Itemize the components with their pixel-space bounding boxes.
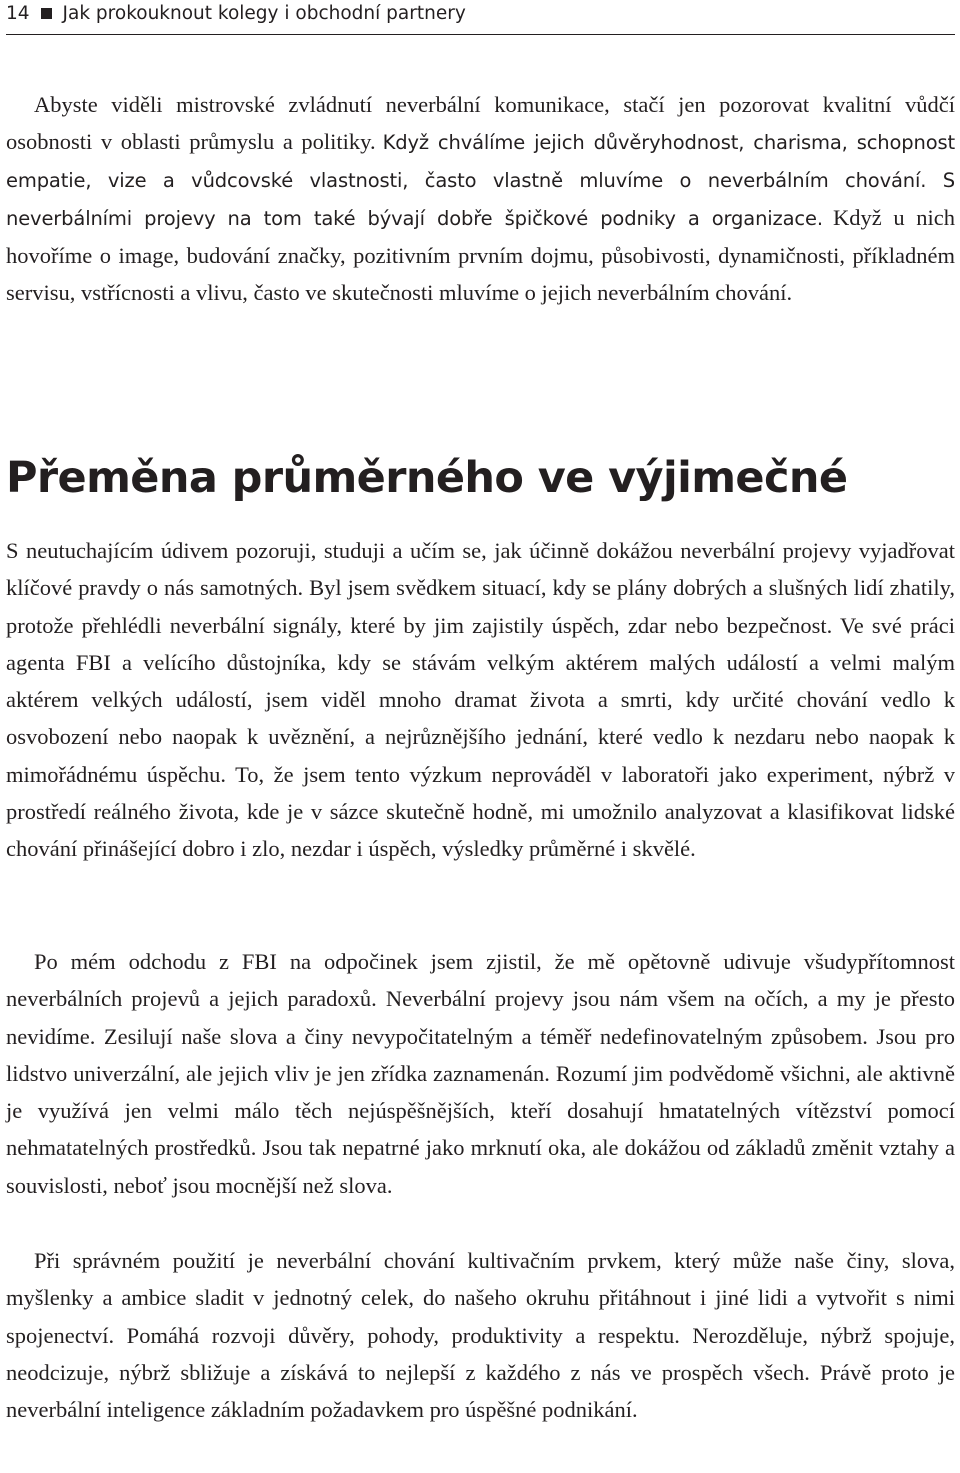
body-paragraph-2: Po mém odchodu z FBI na odpočinek jsem zjistil, že mě opětovně udivuje všudypřítomnost neverbálních projevů a jejich paradoxů. Neverbální projevy jsou nám všem na očích, a my je přesto nevidíme. Zesilují naše slova a činy nevypočitatelným a téměř nedefinovatelným způsobem. Jsou pro lidstvo univerzální, ale jejich vliv je jen zřídka zaznamenán. Rozumí jim podvědomě všichni, ale aktivně je využívá jen velmi málo těch nejúspěšnějších, kteří dosahují hmatatelných vítězství pomocí nehmatatelných prostředků. Jsou tak nepatrné jako mrknutí oka, ale dokážou od základů změnit vztahy a souvislosti, neboť jsou mocnější než slova. [6, 949, 955, 1198]
body-paragraph-1: S neutuchajícím údivem pozoruji, studuji a učím se, jak účinně dokážou neverbální projevy vyjadřovat klíčové pravdy o nás samotných. Byl jsem svědkem situací, kdy se plány dobrých a slušných lidí zhatily, protože přehlédli neverbální signály, které by jim zajistily úspěch, zdar nebo bezpečnost. Ve své práci agenta FBI a velícího důstojníka, kdy se stávám velkým aktérem malých událostí a velmi malým aktérem velkých událostí, jsem viděl mnoho dramat života a smrti, kdy určité chování vedlo k osvobození nebo naopak k uvěznění, a nejrůznějšího jednání, které vedlo k nezdaru nebo naopak k mimořádnému úspěchu. To, že jsem tento výzkum neprováděl v laboratoři jako experiment, nýbrž v prostředí reálného života, kde je v sázce skutečně hodně, mi umožnilo analyzovat a klasifikovat lidské chování přinášející dobro i zlo, nezdar i úspěch, výsledky průměrné i skvělé. [6, 538, 955, 862]
intro-text-part-1: Abyste viděli mistrovské zvládnutí neverbální komunikace, stačí jen pozorovat kvalitní vůdčí osobnosti v oblasti průmyslu a politiky. [6, 92, 955, 155]
page-number: 14 [6, 3, 30, 24]
running-title: Jak prokouknout kolegy i obchodní partnery [62, 3, 466, 24]
intro-text-part-3: Když u nich hovoříme o image, budování značky, pozitivním prvním dojmu, působivosti, dynamičnosti, příkladném servisu, vstřícnosti a vlivu, často ve skutečnosti mluvíme o jejich neverbálním chování. [6, 204, 956, 306]
intro-paragraph [6, 86, 955, 312]
section-heading: Přeměna průměrného ve výjimečné [6, 453, 848, 503]
square-bullet-icon [41, 8, 52, 19]
body-paragraph-3: Při správném použití je neverbální chování kultivačním prvkem, který může naše činy, slova, myšlenky a ambice sladit v jednotný celek, do našeho okruhu přitáhnout i jiné lidi a vytvořit s nimi spojenectví. Pomáhá rozvoji důvěry, pohody, produktivity a respektu. Nerozděluje, nýbrž spojuje, neodcizuje, nýbrž sbližuje a získává to nejlepší z každého z nás ve prospěch všech. Právě proto je neverbální inteligence základním požadavkem pro úspěšné podnikání. [6, 1248, 955, 1423]
running-header [6, 0, 955, 35]
intro-text-part-2: Když chválíme jejich důvěryhodnost, charisma, schopnost empatie, vize a vůdcovské vlastnosti, často vlastně mluvíme o neverbálním chování. S neverbálními projevy na tom také bývají dobře špičkové podniky a organizace. [6, 131, 955, 230]
